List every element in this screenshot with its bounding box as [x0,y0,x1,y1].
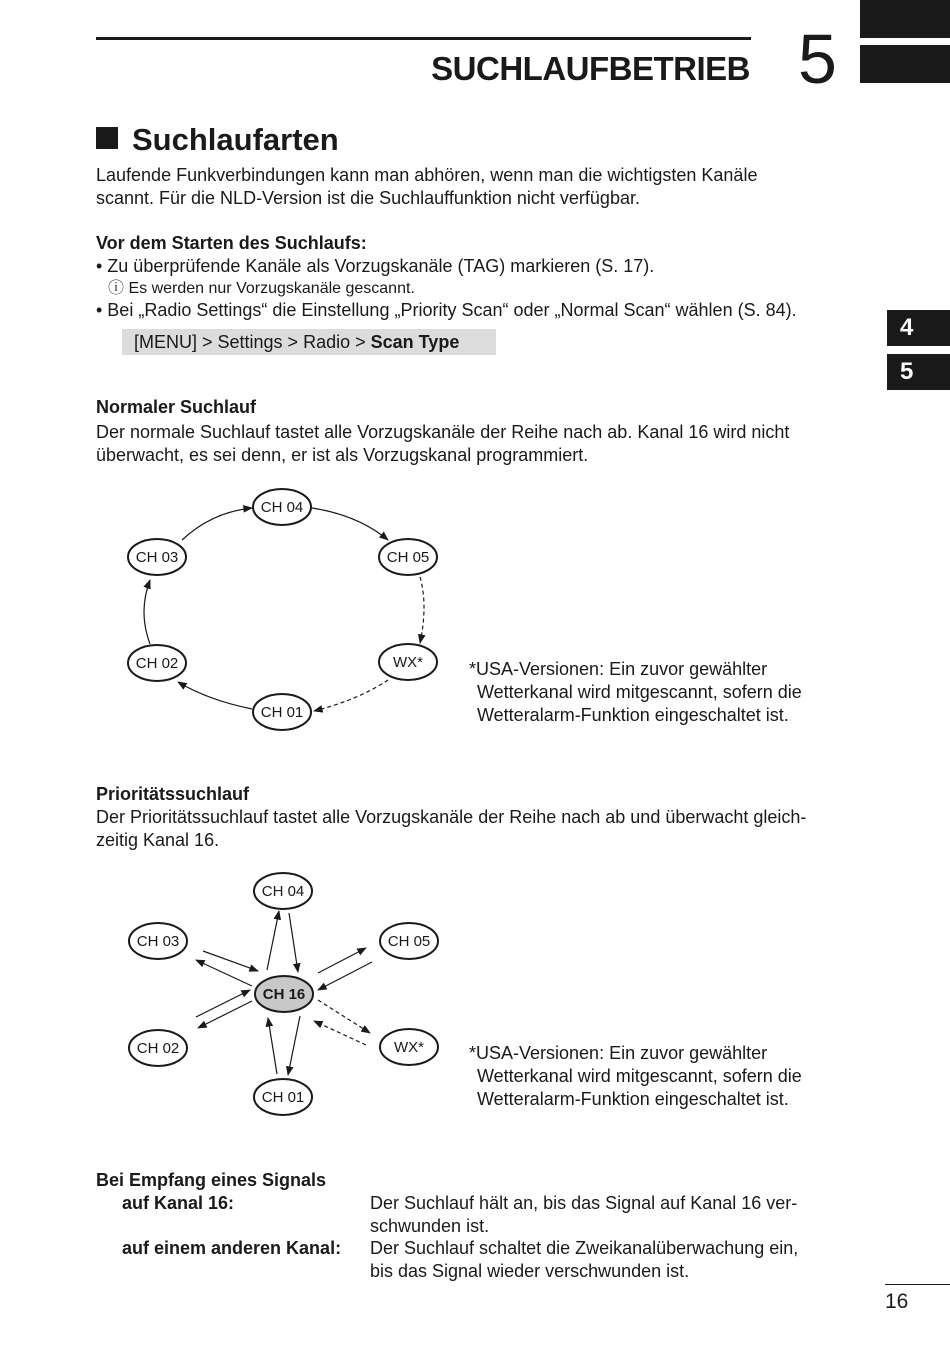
signal-ch16-line-1: Der Suchlauf hält an, bis das Signal auf Kanal 16 ver- [370,1193,798,1213]
label-ch03: CH 03 [135,549,179,566]
label-p-ch04: CH 04 [261,883,305,900]
priority-scan-text-2: zeitig Kanal 16. [96,830,220,850]
label-ch05: CH 05 [386,549,430,566]
normal-note-line-2: Wetterkanal wird mitgescannt, sofern die [477,682,802,702]
arrow-ch03-to-ch16 [203,951,258,971]
signal-ch16-label: auf Kanal 16: [122,1193,235,1213]
page-number: 16 [885,1290,909,1313]
arrow-ch04-to-ch16 [289,913,298,972]
arrow-ch16-to-ch04 [267,911,279,970]
signal-ch16-text [370,1192,840,1238]
arrow-ch01-to-ch16 [268,1018,277,1074]
normal-scan-heading: Normaler Suchlauf [96,397,257,417]
arrow-ch05-to-ch16 [318,962,372,990]
label-wx: WX* [393,654,423,671]
intro-line-1: Laufende Funkverbindungen kann man abhören, wenn man die wichtigsten Kanäle [96,165,758,185]
signal-other-label: auf einem anderen Kanal: [122,1238,342,1258]
priority-scan-note [469,1042,802,1111]
normal-scan-text-1: Der normale Suchlauf tastet alle Vorzugskanäle der Reihe nach ab. Kanal 16 wird nicht [96,422,790,442]
label-p-ch03: CH 03 [136,933,180,950]
priority-note-line-1: *USA-Versionen: Ein zuvor gewählter [469,1043,768,1063]
arrow-ch04-to-ch05 [312,508,388,540]
label-ch02: CH 02 [135,655,179,672]
info-text: Es werden nur Vorzugskanäle gescannt. [128,280,415,297]
label-ch01: CH 01 [260,704,304,721]
normal-scan-arrows [144,508,424,711]
label-p-wx: WX* [394,1039,424,1056]
footer-rule [885,1284,950,1285]
info-icon: ⓘ [108,280,125,297]
label-p-ch02: CH 02 [136,1040,180,1057]
signal-heading: Bei Empfang eines Signals [96,1170,327,1190]
normal-note-line-3: Wetteralarm-Funktion eingeschaltet ist. [477,705,789,725]
priority-note-line-2: Wetterkanal wird mitgescannt, sofern die [477,1066,802,1086]
arrow-wx-to-ch01 [314,680,388,711]
menu-path-last: Scan Type [370,332,460,352]
normal-scan-note [469,658,802,727]
arrow-ch03-to-ch04 [182,508,252,540]
signal-ch16-line-2: schwunden ist. [370,1216,490,1236]
label-p-ch01: CH 01 [261,1089,305,1106]
signal-other-line-2: bis das Signal wieder verschwunden ist. [370,1261,690,1281]
arrow-ch05-to-wx [420,577,424,643]
signal-other-text [370,1237,840,1283]
arrow-wx-to-ch16 [314,1021,366,1045]
side-tab-chapter-5[interactable]: 5 [887,354,950,390]
normal-scan-labels [136,499,430,721]
arrow-ch02-to-ch16 [196,990,250,1017]
priority-scan-labels [137,883,431,1106]
arrow-ch16-to-ch01 [288,1016,300,1075]
arrow-ch16-to-ch02 [198,1001,252,1028]
arrow-ch16-to-wx [318,1000,370,1033]
arrow-ch02-to-ch03 [144,580,150,644]
label-p-ch05: CH 05 [387,933,431,950]
chapter-title: SUCHLAUFBETRIEB [431,50,750,87]
before-start-heading: Vor dem Starten des Suchlaufs: [96,233,367,253]
normal-note-line-1: *USA-Versionen: Ein zuvor gewählter [469,659,768,679]
normal-scan-nodes [128,489,437,730]
before-start-bullet-2: • Bei „Radio Settings“ die Einstellung „Priority Scan“ oder „Normal Scan“ wählen (S. 84). [96,300,797,320]
priority-scan-text-1: Der Prioritätssuchlauf tastet alle Vorzugskanäle der Reihe nach ab und überwacht gleich- [96,807,807,827]
side-tab-chapter-4[interactable]: 4 [887,310,950,346]
intro-line-2: scannt. Für die NLD-Version ist die Suchlauffunktion nicht verfügbar. [96,188,640,208]
priority-scan-heading: Prioritätssuchlauf [96,784,250,804]
priority-note-line-3: Wetteralarm-Funktion eingeschaltet ist. [477,1089,789,1109]
menu-path-prefix: [MENU] > Settings > Radio > [134,332,371,352]
chapter-number: 5 [798,20,837,98]
signal-other-line-1: Der Suchlauf schaltet die Zweikanalüberwachung ein, [370,1238,799,1258]
section-heading-text: Suchlaufarten [132,122,339,157]
before-start-bullet-1: • Zu überprüfende Kanäle als Vorzugskanäle (TAG) markieren (S. 17). [96,256,655,276]
arrow-ch01-to-ch02 [178,682,252,709]
label-p-ch16: CH 16 [262,986,306,1003]
arrow-ch16-to-ch03 [196,960,252,986]
label-ch04: CH 04 [260,499,304,516]
normal-scan-text-2: überwacht, es sei denn, er ist als Vorzugskanal programmiert. [96,445,589,465]
